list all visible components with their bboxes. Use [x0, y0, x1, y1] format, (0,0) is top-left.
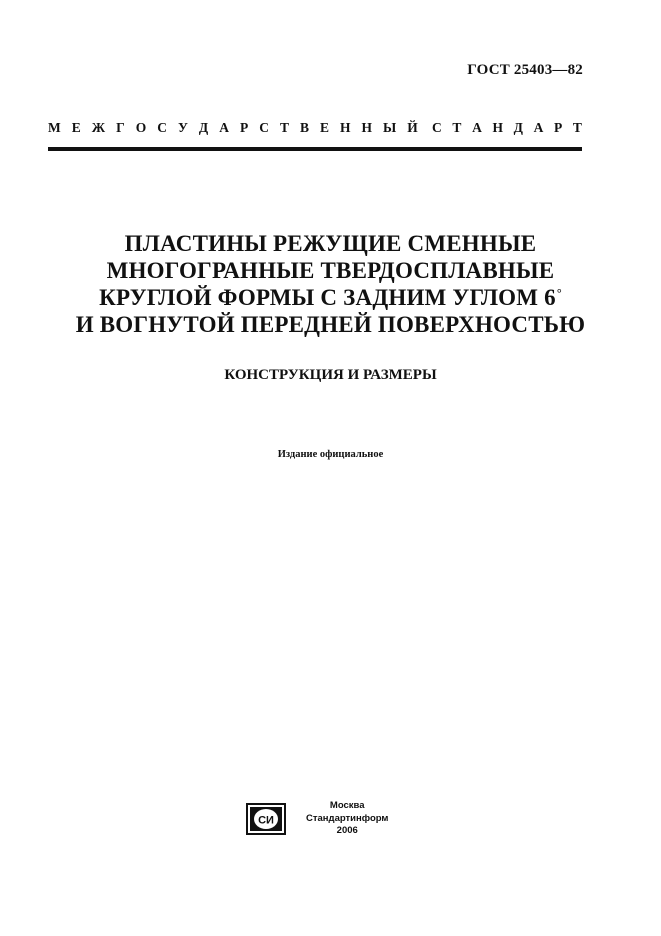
header-letter: Н	[340, 120, 351, 135]
header-letter: Т	[452, 120, 462, 135]
header-letter: Р	[554, 120, 563, 135]
logo-lettering: СИ	[258, 814, 274, 827]
header-letter: У	[177, 120, 188, 135]
standard-type-word-1	[48, 120, 418, 136]
standard-type-header	[48, 120, 582, 136]
header-letter: Т	[279, 120, 289, 135]
title-line-3	[0, 284, 661, 311]
publisher-city: Москва	[329, 800, 365, 811]
publisher-block	[246, 800, 388, 838]
header-letter: Ж	[91, 120, 106, 135]
header-letter: Н	[361, 120, 373, 135]
title-line-3-text: КРУГЛОЙ ФОРМЫ С ЗАДНИМ УГЛОМ 6	[99, 285, 556, 310]
document-subtitle: КОНСТРУКЦИЯ И РАЗМЕРЫ	[224, 367, 437, 383]
title-line-2: МНОГОГРАННЫЕ ТВЕРДОСПЛАВНЫЕ	[106, 258, 555, 283]
header-letter: Ы	[383, 120, 397, 135]
header-letter: О	[135, 120, 147, 135]
header-letter: А	[533, 120, 544, 135]
document-title	[0, 230, 661, 338]
title-line-1: ПЛАСТИНЫ РЕЖУЩИЕ СМЕННЫЕ	[124, 231, 537, 256]
header-letter: А	[219, 120, 229, 135]
header-divider	[48, 147, 582, 151]
standard-type-word-2	[432, 120, 582, 136]
header-letter: Р	[239, 120, 249, 135]
header-letter: Й	[407, 120, 418, 135]
standartinform-logo-icon	[246, 803, 286, 835]
header-letter: Т	[572, 120, 582, 135]
publisher-info	[306, 800, 388, 838]
publisher-name: Стандартинформ	[306, 812, 389, 824]
header-letter: С	[157, 120, 167, 135]
header-letter: С	[432, 120, 442, 135]
header-letter: Г	[116, 120, 125, 135]
header-letter: Н	[492, 120, 503, 135]
header-letter: А	[472, 120, 482, 135]
header-letter: Е	[71, 120, 81, 135]
header-letter: Д	[513, 120, 523, 135]
header-letter: М	[48, 120, 61, 135]
header-letter: Е	[319, 120, 329, 135]
degree-mark: °	[556, 286, 562, 300]
title-line-4: И ВОГНУТОЙ ПЕРЕДНЕЙ ПОВЕРХНОСТЬЮ	[75, 312, 586, 337]
header-letter: В	[299, 120, 309, 135]
header-letter: С	[259, 120, 269, 135]
header-letter: Д	[198, 120, 209, 135]
publication-year: 2006	[336, 825, 358, 836]
standard-type-label	[48, 120, 582, 136]
edition-note: Издание официальное	[277, 449, 384, 460]
document-number: ГОСТ 25403—82	[467, 62, 583, 78]
